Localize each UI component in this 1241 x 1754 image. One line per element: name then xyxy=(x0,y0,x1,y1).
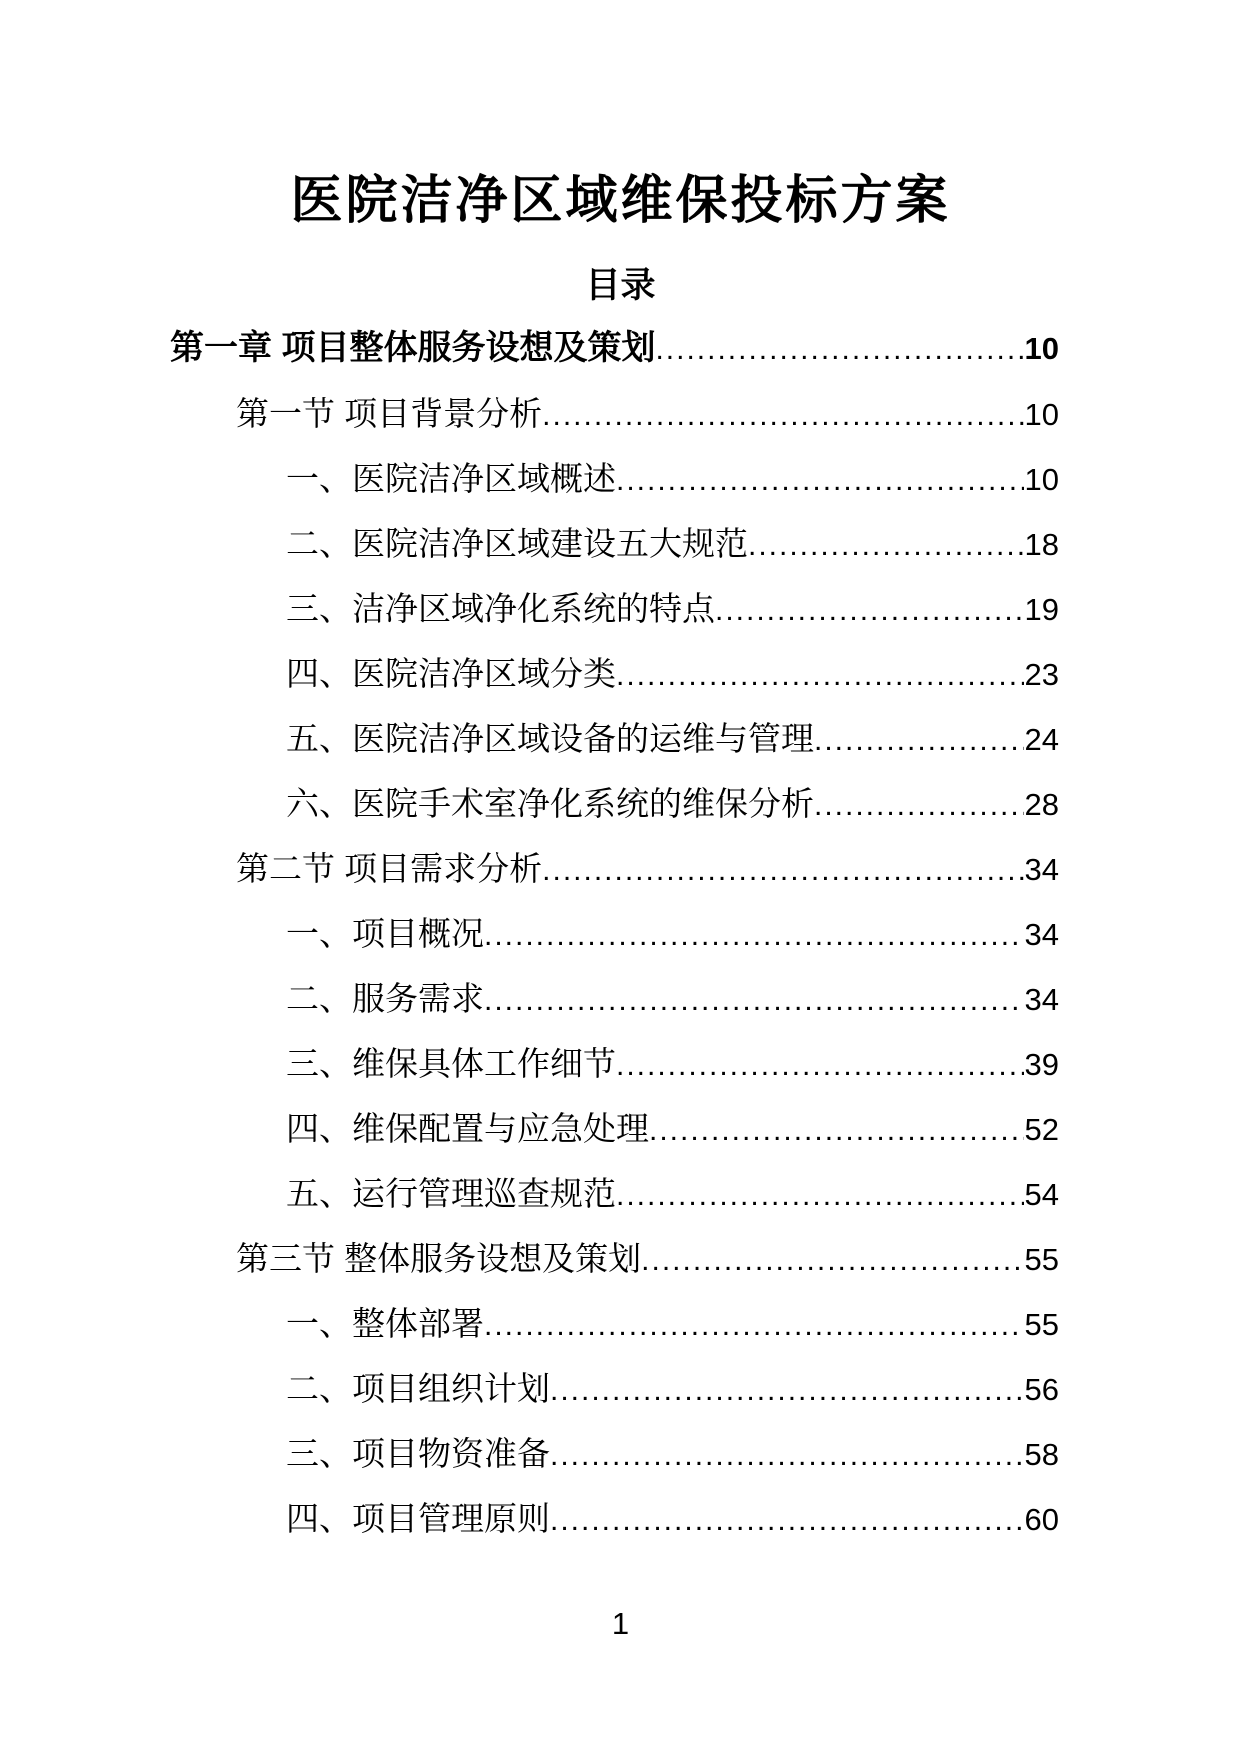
toc-entry-label: 一、整体部署 xyxy=(286,1305,484,1342)
toc-leader-dots xyxy=(484,1293,1024,1358)
toc-leader-dots xyxy=(484,903,1024,968)
toc xyxy=(0,316,1241,1551)
toc-entry-label: 第一节 项目背景分析 xyxy=(236,395,543,432)
toc-entry-page: 10 xyxy=(1024,397,1059,432)
toc-entry[interactable] xyxy=(170,1486,1059,1551)
toc-entry-label: 五、运行管理巡查规范 xyxy=(286,1175,616,1212)
toc-entry-label: 一、医院洁净区域概述 xyxy=(286,460,616,497)
toc-entry[interactable] xyxy=(170,381,1059,446)
toc-leader-dots xyxy=(616,643,1024,708)
toc-entry-page: 55 xyxy=(1024,1307,1059,1342)
toc-entry-page: 24 xyxy=(1024,722,1059,757)
toc-entry-page: 58 xyxy=(1024,1437,1059,1472)
toc-entry-label: 四、维保配置与应急处理 xyxy=(286,1110,649,1147)
toc-entry-page: 56 xyxy=(1024,1372,1059,1407)
toc-leader-dots xyxy=(616,448,1024,513)
toc-entry-label: 四、医院洁净区域分类 xyxy=(286,655,616,692)
toc-entry-label: 三、维保具体工作细节 xyxy=(286,1045,616,1082)
toc-leader-dots xyxy=(616,1033,1024,1098)
toc-entry[interactable] xyxy=(170,1226,1059,1291)
toc-leader-dots xyxy=(641,1228,1023,1293)
toc-entry-label: 一、项目概况 xyxy=(286,915,484,952)
toc-entry[interactable] xyxy=(170,1356,1059,1421)
toc-heading: 目录 xyxy=(585,266,656,305)
toc-entry[interactable] xyxy=(170,966,1059,1031)
toc-entry[interactable] xyxy=(170,446,1059,511)
toc-entry-page: 19 xyxy=(1024,592,1059,627)
toc-entry-page: 34 xyxy=(1024,917,1059,952)
toc-leader-dots xyxy=(542,838,1023,903)
toc-entry-label: 第一章 项目整体服务设想及策划 xyxy=(170,329,656,367)
toc-entry-label: 第三节 整体服务设想及策划 xyxy=(236,1240,642,1277)
toc-entry-label: 四、项目管理原则 xyxy=(286,1500,550,1537)
toc-entry-page: 60 xyxy=(1024,1502,1059,1537)
toc-entry[interactable] xyxy=(170,901,1059,966)
toc-entry[interactable] xyxy=(170,576,1059,641)
toc-entry-label: 二、医院洁净区域建设五大规范 xyxy=(286,525,748,562)
toc-entry[interactable] xyxy=(170,1096,1059,1161)
toc-entry-page: 10 xyxy=(1024,462,1059,497)
toc-entry[interactable] xyxy=(170,1161,1059,1226)
toc-entry-label: 六、医院手术室净化系统的维保分析 xyxy=(286,785,814,822)
toc-leader-dots xyxy=(814,708,1024,773)
toc-entry[interactable] xyxy=(170,706,1059,771)
toc-entry[interactable] xyxy=(170,641,1059,706)
toc-entry-label: 第二节 项目需求分析 xyxy=(236,850,543,887)
toc-leader-dots xyxy=(542,383,1023,448)
toc-entry-label: 三、项目物资准备 xyxy=(286,1435,550,1472)
toc-entry-page: 52 xyxy=(1024,1112,1059,1147)
toc-leader-dots xyxy=(550,1358,1024,1423)
toc-entry-page: 34 xyxy=(1024,982,1059,1017)
toc-entry-page: 28 xyxy=(1024,787,1059,822)
toc-entry-page: 10 xyxy=(1024,331,1059,366)
toc-entry-page: 34 xyxy=(1024,852,1059,887)
toc-entry-label: 三、洁净区域净化系统的特点 xyxy=(286,590,715,627)
toc-entry-page: 39 xyxy=(1024,1047,1059,1082)
toc-entry[interactable] xyxy=(170,316,1059,381)
toc-leader-dots xyxy=(550,1488,1024,1553)
toc-leader-dots xyxy=(550,1423,1024,1488)
toc-leader-dots xyxy=(484,968,1024,1033)
toc-entry-page: 54 xyxy=(1024,1177,1059,1212)
toc-leader-dots xyxy=(655,317,1023,382)
toc-entry-label: 二、项目组织计划 xyxy=(286,1370,550,1407)
document-title: 医院洁净区域维保投标方案 xyxy=(290,172,951,230)
toc-leader-dots xyxy=(649,1098,1024,1163)
toc-entry-label: 五、医院洁净区域设备的运维与管理 xyxy=(286,720,814,757)
toc-entry[interactable] xyxy=(170,1291,1059,1356)
toc-entry-page: 18 xyxy=(1024,527,1059,562)
toc-leader-dots xyxy=(748,513,1024,578)
toc-leader-dots xyxy=(814,773,1024,838)
toc-entry[interactable] xyxy=(170,771,1059,836)
toc-entry-page: 23 xyxy=(1024,657,1059,692)
page-number-footer: 1 xyxy=(611,1606,630,1641)
toc-entry-label: 二、服务需求 xyxy=(286,980,484,1017)
toc-leader-dots xyxy=(616,1163,1024,1228)
toc-entry[interactable] xyxy=(170,836,1059,901)
toc-leader-dots xyxy=(715,578,1024,643)
toc-entry-page: 55 xyxy=(1024,1242,1059,1277)
toc-entry[interactable] xyxy=(170,1031,1059,1096)
toc-entry[interactable] xyxy=(170,511,1059,576)
toc-entry[interactable] xyxy=(170,1421,1059,1486)
